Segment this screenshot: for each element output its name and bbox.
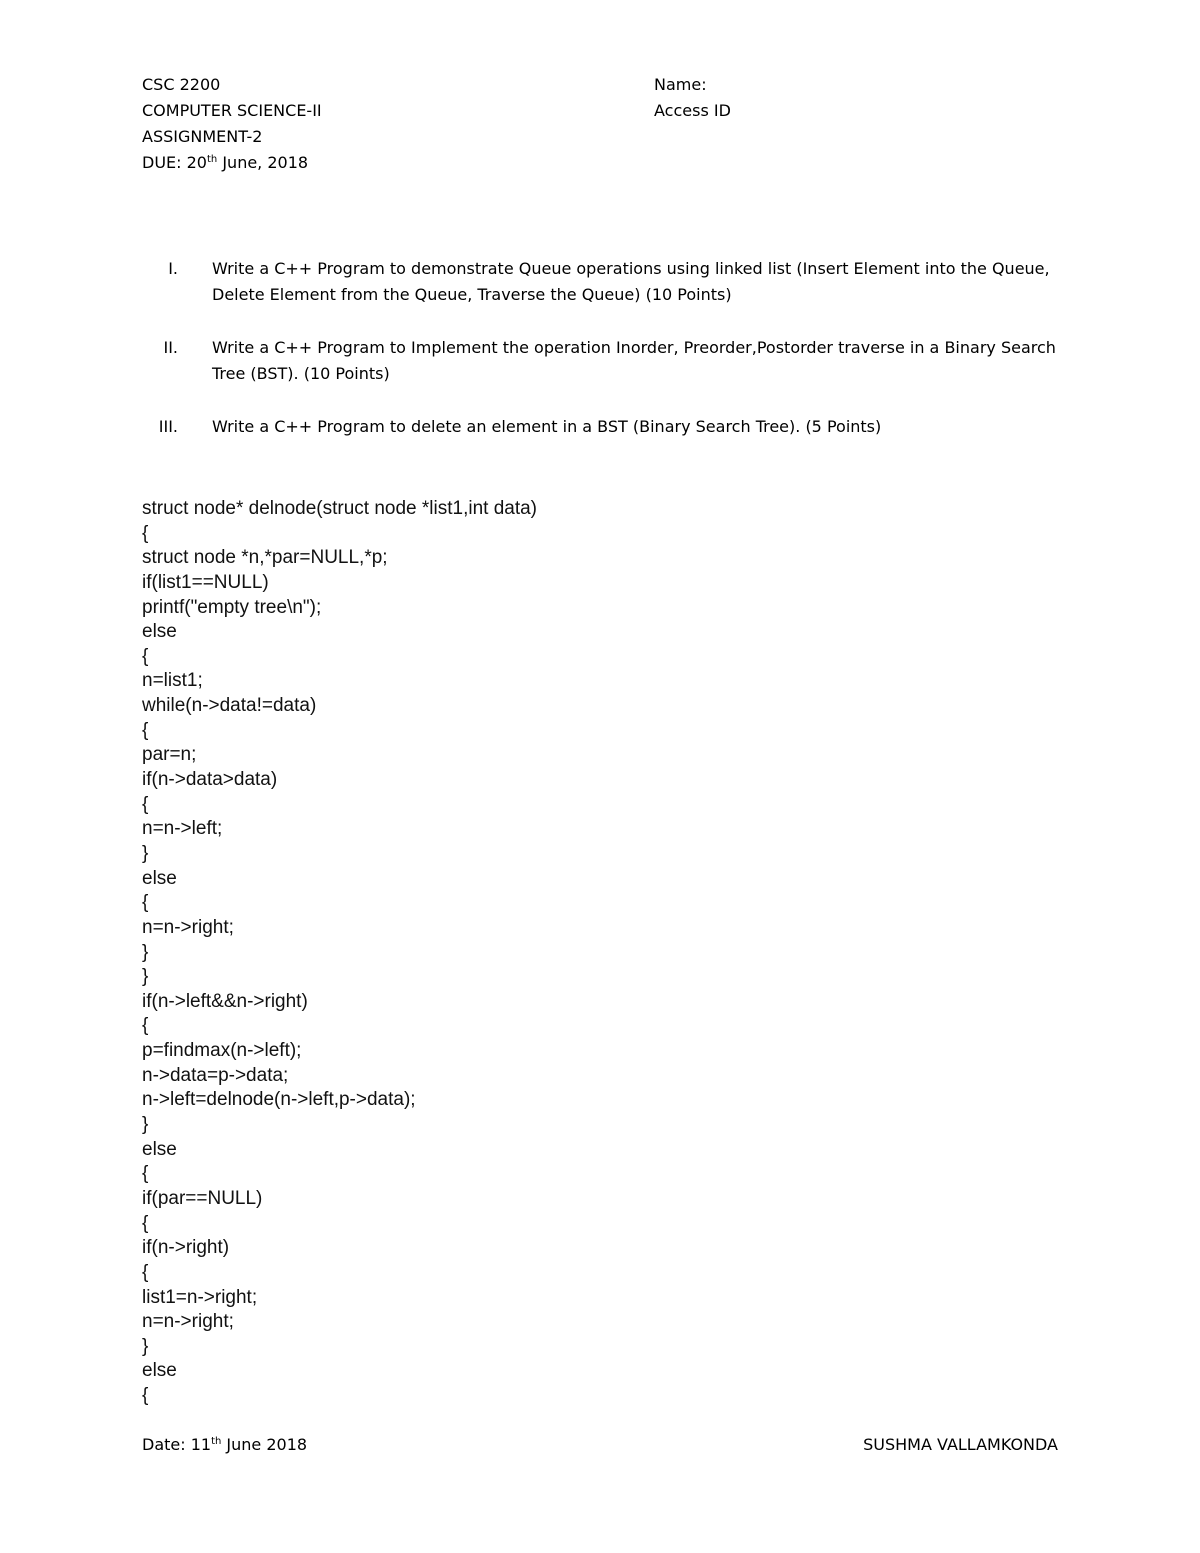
code-line: p=findmax(n->left); [142, 1040, 302, 1062]
code-line: { [142, 645, 149, 667]
student-info [654, 72, 731, 124]
code-line: struct node* delnode(struct node *list1,int data) [142, 498, 538, 519]
question-text: Write a C++ Program to Implement the operation Inorder, Preorder,Postorder traverse in a Binary Search Tree (BST). (10 Points) [212, 338, 1056, 383]
code-line: n->left=delnode(n->left,p->data); [142, 1089, 416, 1111]
question-item [142, 414, 1072, 440]
code-line: } [142, 842, 149, 864]
assignment-title: ASSIGNMENT-2 [142, 127, 263, 146]
code-line: { [142, 1015, 149, 1037]
question-number: I. [168, 259, 178, 278]
code-line: if(n->right) [142, 1237, 230, 1259]
question-item [142, 256, 1072, 308]
due-date-suffix: June, 2018 [217, 153, 309, 172]
due-date-sup: th [206, 154, 218, 165]
code-line: else [142, 1138, 177, 1160]
due-date-prefix: DUE: 20 [142, 153, 207, 172]
code-line: printf("empty tree\n"); [142, 596, 322, 618]
code-line: n=list1; [142, 670, 203, 692]
code-line: { [142, 522, 149, 544]
code-line: if(n->left&&n->right) [142, 990, 308, 1012]
footer-date-prefix: Date: 11 [142, 1435, 212, 1454]
footer-date-suffix: June 2018 [221, 1435, 308, 1454]
code-line: } [142, 1335, 149, 1357]
code-block [142, 497, 537, 1409]
code-line: { [142, 1385, 149, 1407]
question-number: II. [163, 338, 178, 357]
course-name: COMPUTER SCIENCE-II [142, 101, 322, 120]
code-line: if(par==NULL) [142, 1187, 263, 1209]
code-line: } [142, 966, 149, 988]
question-text: Write a C++ Program to demonstrate Queue operations using linked list (Insert Element into the Queue, Delete Element from the Queue, Traverse the Queue) (10 Points) [212, 259, 1050, 304]
access-id-label: Access ID [654, 101, 731, 120]
question-number: III. [158, 417, 178, 436]
footer-author: SUSHMA VALLAMKONDA [863, 1435, 1058, 1454]
name-label: Name: [654, 75, 707, 94]
course-code: CSC 2200 [142, 75, 221, 94]
code-line: struct node *n,*par=NULL,*p; [142, 547, 388, 569]
code-line: else [142, 621, 177, 643]
question-text: Write a C++ Program to delete an element in a BST (Binary Search Tree). (5 Points) [212, 417, 882, 436]
code-line: list1=n->right; [142, 1286, 258, 1308]
code-line: { [142, 1261, 149, 1283]
code-line: } [142, 1114, 149, 1136]
question-item [142, 335, 1072, 387]
code-line: if(n->data>data) [142, 769, 278, 791]
code-line: } [142, 941, 149, 963]
course-header [142, 72, 322, 176]
code-line: { [142, 793, 149, 815]
footer-date-sup: th [211, 1436, 222, 1447]
code-line: { [142, 892, 149, 914]
code-line: n=n->left; [142, 818, 223, 840]
question-list [142, 256, 1072, 467]
code-line: { [142, 1163, 149, 1185]
code-line: else [142, 1360, 177, 1382]
code-line: { [142, 1212, 149, 1234]
code-line: n=n->right; [142, 1311, 234, 1333]
due-date [142, 150, 322, 176]
code-line: n->data=p->data; [142, 1064, 289, 1086]
footer-date [142, 1432, 307, 1458]
code-line: n=n->right; [142, 916, 234, 938]
code-line: while(n->data!=data) [142, 695, 317, 717]
code-line: else [142, 867, 177, 889]
code-line: { [142, 719, 149, 741]
code-line: if(list1==NULL) [142, 571, 269, 593]
code-line: par=n; [142, 744, 197, 766]
